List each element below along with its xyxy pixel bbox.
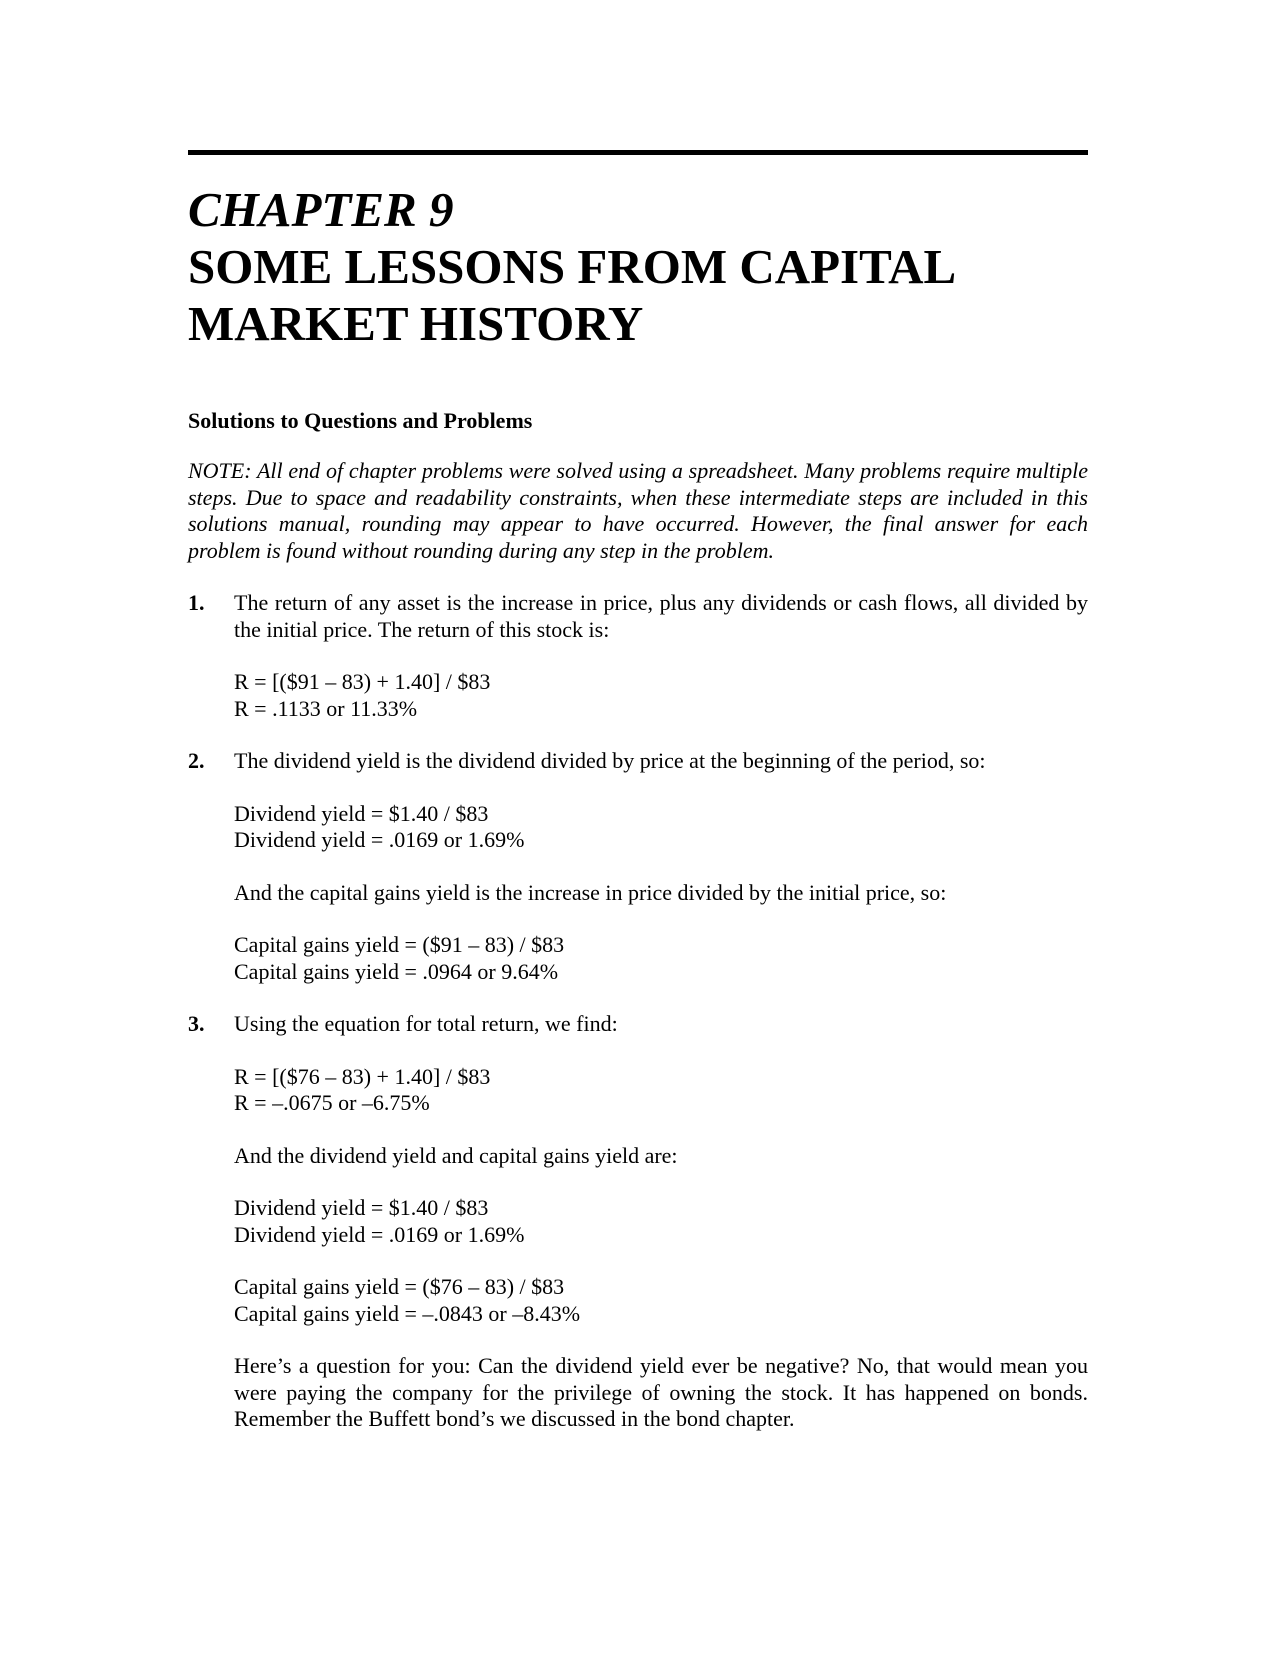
chapter-title-line-1: SOME LESSONS FROM CAPITAL: [188, 239, 957, 294]
equation-block: [234, 1274, 1088, 1327]
chapter-heading: [188, 181, 1088, 352]
equation-block: [234, 1064, 1088, 1117]
problem-number: 3.: [188, 1011, 205, 1036]
equation-block: [234, 801, 1088, 854]
equation-line: Dividend yield = $1.40 / $83: [234, 1195, 489, 1220]
problem-1: [188, 590, 1088, 722]
section-heading: Solutions to Questions and Problems: [188, 408, 533, 433]
top-rule-divider: [188, 150, 1088, 155]
equation-block: [234, 1195, 1088, 1248]
problem-number: 1.: [188, 590, 205, 615]
problem-text: The dividend yield is the dividend divided by price at the beginning of the period, so:: [234, 748, 986, 773]
equation-line: R = –.0675 or –6.75%: [234, 1090, 430, 1115]
equation-line: Capital gains yield = ($76 – 83) / $83: [234, 1274, 565, 1299]
chapter-label: CHAPTER 9: [188, 182, 454, 237]
problem-text: And the capital gains yield is the increase in price divided by the initial price, so:: [234, 879, 947, 905]
equation-line: Dividend yield = .0169 or 1.69%: [234, 827, 525, 852]
document-page: [188, 150, 1088, 1433]
equation-block: [234, 669, 1088, 722]
equation-line: Dividend yield = $1.40 / $83: [234, 800, 489, 826]
problem-2: [188, 748, 1088, 985]
chapter-title-line-2: MARKET HISTORY: [188, 296, 644, 351]
problem-text: Using the equation for total return, we find:: [234, 1011, 618, 1036]
note-paragraph: NOTE: All end of chapter problems were solved using a spreadsheet. Many problems require multiple steps. Due to space and readability constraints, when these intermediate steps are included in this solutions manual, rounding may appear to have occurred. However, the final answer for each problem is found without rounding during any step in the problem.: [188, 458, 1088, 563]
problem-number: 2.: [188, 748, 205, 773]
equation-line: R = [($91 – 83) + 1.40] / $83: [234, 669, 491, 694]
problem-3: [188, 1011, 1088, 1433]
equation-line: Capital gains yield = –.0843 or –8.43%: [234, 1300, 581, 1326]
equation-line: Capital gains yield = ($91 – 83) / $83: [234, 932, 565, 957]
problem-text: And the dividend yield and capital gains yield are:: [234, 1142, 678, 1168]
problem-text: The return of any asset is the increase in price, plus any dividends or cash flows, all divided by the initial price. The return of this stock is:: [234, 590, 1088, 642]
equation-line: R = [($76 – 83) + 1.40] / $83: [234, 1063, 491, 1089]
problem-text: Here’s a question for you: Can the dividend yield ever be negative? No, that would mean you were paying the company for the privilege of owning the stock. It has happened on bonds. Remember the Buffett bond’s we discussed in the bond chapter.: [234, 1353, 1088, 1431]
equation-line: Capital gains yield = .0964 or 9.64%: [234, 958, 559, 984]
equation-line: R = .1133 or 11.33%: [234, 695, 418, 721]
equation-line: Dividend yield = .0169 or 1.69%: [234, 1221, 525, 1247]
equation-block: [234, 932, 1088, 985]
